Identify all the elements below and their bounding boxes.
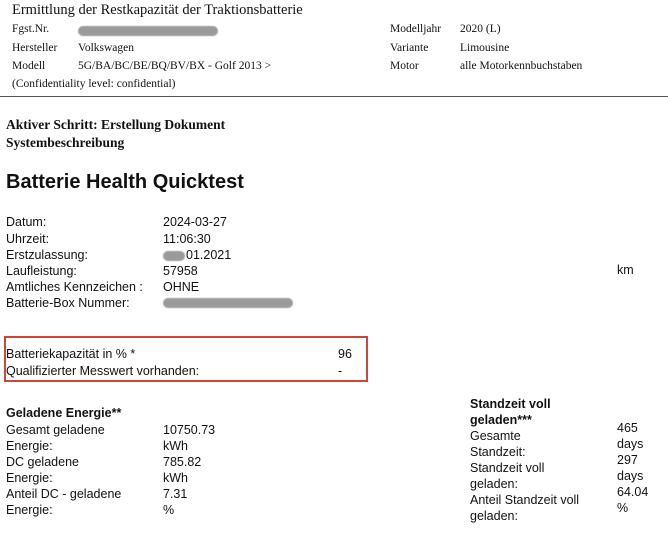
energy-row-label: DC geladene bbox=[6, 455, 79, 469]
laufleistung-value: 57958 bbox=[163, 264, 198, 278]
standzeit-row-label: Anteil Standzeit voll bbox=[470, 493, 580, 507]
standzeit-heading-line1: Standzeit voll bbox=[470, 397, 551, 411]
capacity-value: 96 bbox=[338, 347, 352, 361]
redacted-box-number bbox=[163, 298, 293, 308]
motor-label: Motor bbox=[390, 60, 419, 72]
standzeit-heading-line2: geladen*** bbox=[470, 413, 532, 427]
active-step-line1: Aktiver Schritt: Erstellung Dokument bbox=[6, 117, 226, 132]
energy-row-value: 785.82 bbox=[163, 455, 202, 469]
kennzeichen-value: OHNE bbox=[163, 280, 200, 294]
kennzeichen-label: Amtliches Kennzeichen : bbox=[6, 280, 143, 294]
fgst-label: Fgst.Nr. bbox=[12, 23, 50, 35]
modell-value: 5G/BA/BC/BE/BQ/BV/BX - Golf 2013 > bbox=[78, 60, 272, 72]
uhrzeit-label: Uhrzeit: bbox=[6, 232, 50, 246]
standzeit-row-value: days bbox=[617, 437, 644, 451]
modelljahr-value: 2020 (L) bbox=[460, 23, 501, 35]
erstzulassung-value: 01.2021 bbox=[186, 248, 232, 262]
redacted-vin bbox=[78, 26, 218, 36]
energy-row-value: % bbox=[163, 503, 175, 517]
energy-row-value: 7.31 bbox=[163, 487, 188, 501]
document-title: Ermittlung der Restkapazität der Traktionsbatterie bbox=[12, 2, 303, 18]
batterie-box-label: Batterie-Box Nummer: bbox=[6, 296, 130, 310]
confidentiality-note: (Confidentiality level: confidential) bbox=[12, 78, 176, 90]
quicktest-title: Batterie Health Quicktest bbox=[6, 171, 244, 193]
variante-value: Limousine bbox=[460, 42, 510, 54]
modelljahr-label: Modelljahr bbox=[390, 23, 442, 35]
energy-row-value: kWh bbox=[163, 439, 188, 453]
motor-value: alle Motorkennbuchstaben bbox=[460, 60, 583, 72]
energy-row-label: Gesamt geladene bbox=[6, 423, 105, 437]
hersteller-value: Volkswagen bbox=[78, 42, 135, 54]
energy-row-label: Anteil DC - geladene bbox=[6, 487, 122, 501]
redacted-month bbox=[163, 251, 185, 261]
uhrzeit-value: 11:06:30 bbox=[163, 232, 211, 246]
standzeit-row-label: Standzeit: bbox=[470, 445, 526, 459]
laufleistung-unit: km bbox=[617, 263, 634, 277]
laufleistung-label: Laufleistung: bbox=[6, 264, 77, 278]
standzeit-row-label: geladen: bbox=[470, 509, 518, 523]
standzeit-row-value: 465 bbox=[617, 421, 638, 435]
energy-row-label: Energie: bbox=[6, 439, 53, 453]
energy-row-value: 10750.73 bbox=[163, 423, 216, 437]
hersteller-label: Hersteller bbox=[12, 42, 58, 54]
active-step-line2: Systembeschreibung bbox=[6, 135, 125, 150]
energy-row-value: kWh bbox=[163, 471, 188, 485]
energy-row-label: Energie: bbox=[6, 503, 53, 517]
standzeit-row-value: % bbox=[617, 501, 629, 515]
modell-label: Modell bbox=[12, 60, 46, 72]
qualified-value: - bbox=[338, 364, 343, 378]
standzeit-row-value: days bbox=[617, 469, 644, 483]
standzeit-row-label: Standzeit voll bbox=[470, 461, 545, 475]
standzeit-row-label: geladen: bbox=[470, 477, 518, 491]
qualified-label: Qualifizierter Messwert vorhanden: bbox=[6, 364, 200, 378]
energy-row-label: Energie: bbox=[6, 471, 53, 485]
header-divider bbox=[0, 96, 668, 97]
erstzulassung-label: Erstzulassung: bbox=[6, 248, 88, 262]
standzeit-row-value: 64.04 bbox=[617, 485, 649, 499]
datum-value: 2024-03-27 bbox=[163, 215, 227, 229]
energy-heading: Geladene Energie** bbox=[6, 406, 122, 420]
datum-label: Datum: bbox=[6, 215, 47, 229]
standzeit-row-value: 297 bbox=[617, 453, 638, 467]
capacity-label: Batteriekapazität in % * bbox=[6, 347, 136, 361]
variante-label: Variante bbox=[390, 42, 429, 54]
standzeit-row-label: Gesamte bbox=[470, 429, 521, 443]
